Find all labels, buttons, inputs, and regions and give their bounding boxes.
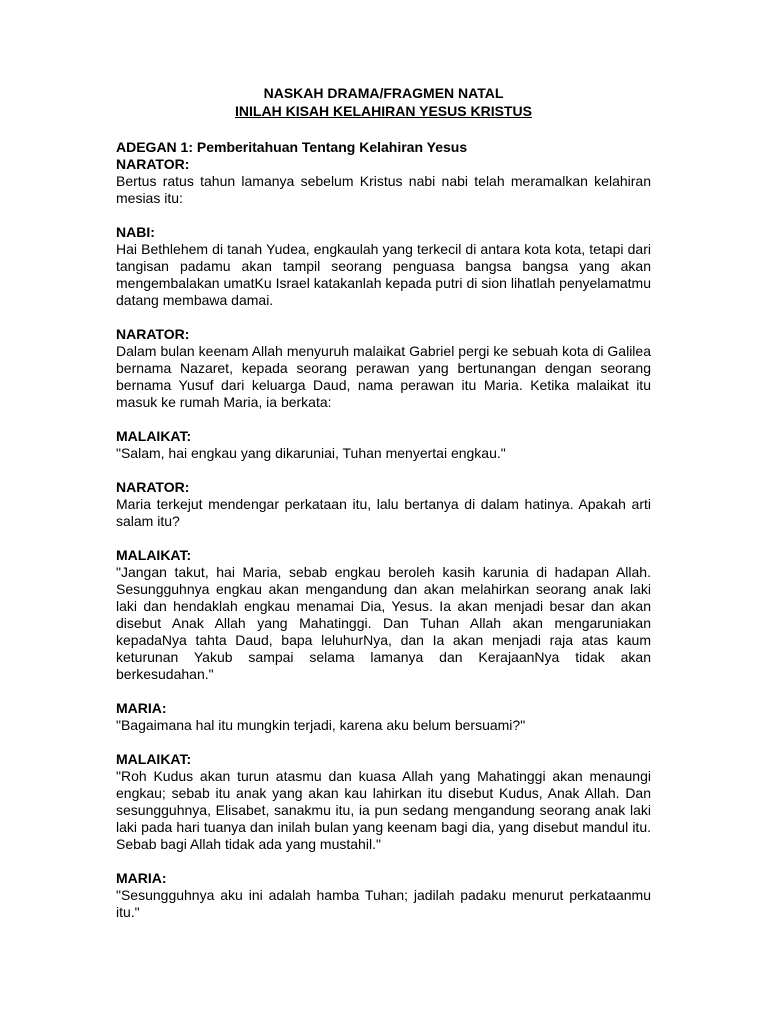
speaker-label: MALAIKAT: <box>116 547 192 563</box>
dialogue-text: Bertus ratus tahun lamanya sebelum Kristus nabi nabi telah meramalkan kelahiran mesias itu: <box>116 173 651 206</box>
dialogue-text: Dalam bulan keenam Allah menyuruh malaikat Gabriel pergi ke sebuah kota di Galilea bernama Nazaret, kepada seorang perawan yang bertunangan dengan seorang bernama Yusuf dari keluarga Daud, nama perawan itu Maria. Ketika malaikat itu masuk ke rumah Maria, ia berkata: <box>116 343 651 410</box>
speaker-label: MARIA: <box>116 870 167 886</box>
speaker-label: NARATOR: <box>116 479 190 495</box>
dialogue-block <box>116 224 651 309</box>
speaker-label: MARIA: <box>116 700 167 716</box>
dialogue-block <box>116 547 651 683</box>
speaker-label: NABI: <box>116 224 155 240</box>
dialogue-text: "Roh Kudus akan turun atasmu dan kuasa Allah yang Mahatinggi akan menaungi engkau; sebab itu anak yang akan kau lahirkan itu disebut Kudus, Anak Allah. Dan sesungguhnya, Elisabet, sanakmu itu, ia pun sedang mengandung seorang anak laki laki pada hari tuanya dan inilah bulan yang keenam bagi dia, yang disebut mandul itu. Sebab bagi Allah tidak ada yang mustahil." <box>116 768 651 852</box>
document-page <box>116 84 651 921</box>
speaker-label: MALAIKAT: <box>116 751 192 767</box>
dialogue-text: Maria terkejut mendengar perkataan itu, lalu bertanya di dalam hatinya. Apakah arti salam itu? <box>116 496 651 529</box>
dialogue-block <box>116 479 651 530</box>
dialogue-list <box>116 156 651 921</box>
dialogue-text: "Salam, hai engkau yang dikaruniai, Tuhan menyertai engkau." <box>116 445 506 461</box>
dialogue-text: Hai Bethlehem di tanah Yudea, engkaulah yang terkecil di antara kota kota, tetapi dari tangisan padamu akan tampil seorang penguasa bangsa bangsa yang akan mengembalakan umatKu Israel katakanlah kepada putri di sion lihatlah penyelamatmu datang membawa damai. <box>116 241 651 308</box>
scene-heading: ADEGAN 1: Pemberitahuan Tentang Kelahiran Yesus <box>116 139 468 155</box>
dialogue-text: "Bagaimana hal itu mungkin terjadi, karena aku belum bersuami?" <box>116 717 526 733</box>
dialogue-block <box>116 700 651 734</box>
speaker-label: NARATOR: <box>116 326 190 342</box>
dialogue-block <box>116 428 651 462</box>
dialogue-text: "Sesungguhnya aku ini adalah hamba Tuhan; jadilah padaku menurut perkataanmu itu." <box>116 887 651 920</box>
speaker-label: MALAIKAT: <box>116 428 192 444</box>
document-subtitle: INILAH KISAH KELAHIRAN YESUS KRISTUS <box>235 103 532 119</box>
document-title: NASKAH DRAMA/FRAGMEN NATAL <box>263 85 504 101</box>
dialogue-text: "Jangan takut, hai Maria, sebab engkau beroleh kasih karunia di hadapan Allah. Sesungguhnya engkau akan mengandung dan akan melahirkan seorang anak laki laki dan hendaklah engkau menamai Dia, Yesus. Ia akan menjadi besar dan akan disebut Anak Allah yang Mahatinggi. Dan Tuhan Allah akan mengaruniakan kepadaNya tahta Daud, bapa leluhurNya, dan Ia akan menjadi raja atas kaum keturunan Yakub sampai selama lamanya dan KerajaanNya tidak akan berkesudahan." <box>116 564 651 682</box>
dialogue-block <box>116 751 651 853</box>
speaker-label: NARATOR: <box>116 156 190 172</box>
dialogue-block <box>116 326 651 411</box>
dialogue-block <box>116 870 651 921</box>
dialogue-block <box>116 156 651 207</box>
